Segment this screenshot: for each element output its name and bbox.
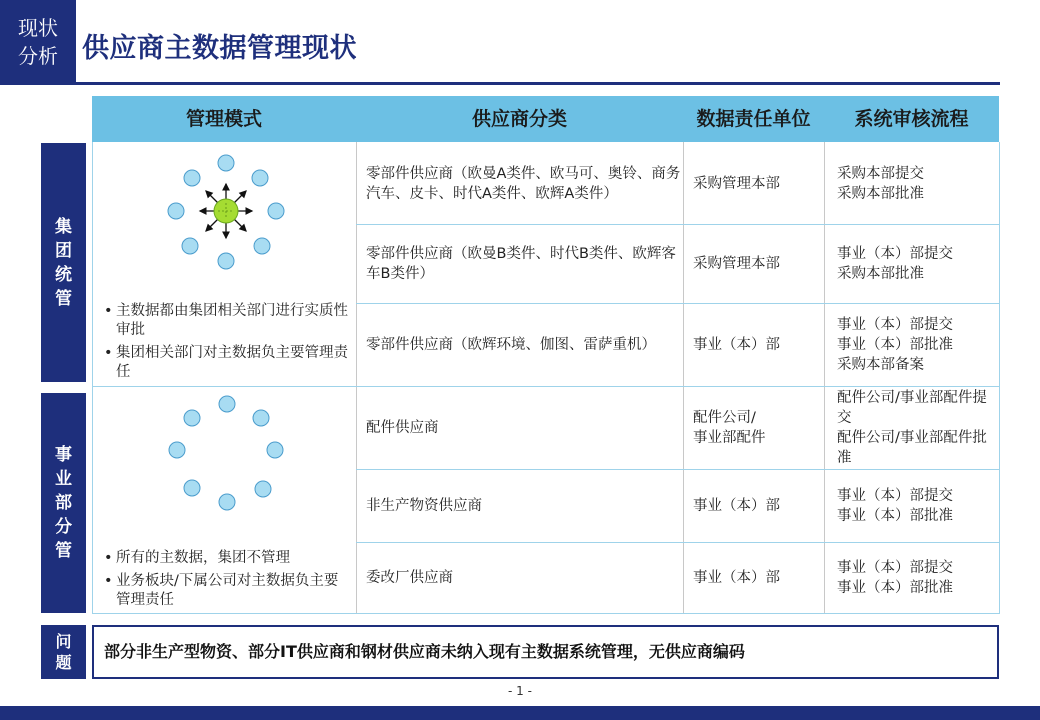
group-label-1: 集团统管 (41, 143, 86, 382)
grid-line (92, 142, 93, 614)
row-2-owner: 采购管理本部 (693, 256, 780, 272)
section-tag (0, 0, 76, 84)
section-tag-line-2: 分析 (18, 44, 58, 68)
header-mode: 管理模式 (185, 108, 262, 130)
bullet: • 业务板块/下属公司对主数据负主要管理责任 (104, 572, 350, 610)
header-process: 系统审核流程 (854, 108, 969, 130)
row-3-process: 事业（本）部提交 事业（本）部批准 采购本部备案 (837, 317, 953, 373)
header-owner: 数据责任单位 (696, 108, 811, 130)
grid-line (999, 142, 1000, 614)
row-3-owner: 事业（本）部 (693, 337, 780, 353)
issue-text: 部分非生产型物资、部分IT供应商和钢材供应商未纳入现有主数据系统管理，无供应商编码 (92, 625, 999, 679)
page-title: 供应商主数据管理现状 (82, 33, 357, 64)
page-number: - 1 - (508, 684, 532, 698)
row-6-owner: 事业（本）部 (693, 570, 780, 586)
section-tag-line-1: 现状 (18, 16, 58, 40)
row-4-category: 配件供应商 (366, 420, 439, 436)
row-5-process: 事业（本）部提交 事业（本）部批准 (837, 488, 953, 524)
row-5-category: 非生产物资供应商 (366, 498, 482, 514)
bullet: • 主数据都由集团相关部门进行实质性审批 (104, 302, 350, 340)
bottom-bar (0, 706, 1040, 720)
decentralized-diagram (165, 394, 289, 512)
group-2-bullets (104, 549, 350, 614)
row-3-category: 零部件供应商（欧辉环境、伽图、雷萨重机） (366, 337, 656, 353)
header-category: 供应商分类 (471, 108, 567, 130)
row-2-process: 事业（本）部提交 采购本部批准 (837, 246, 953, 282)
row-1-owner: 采购管理本部 (693, 175, 780, 192)
row-6-process: 事业（本）部提交 事业（本）部批准 (837, 560, 953, 596)
centralized-diagram (160, 148, 292, 274)
group-1-bullets (104, 302, 350, 386)
row-4-owner: 配件公司/ 事业部配件 (693, 410, 766, 446)
title-rule (0, 82, 1000, 85)
row-1-process: 采购本部提交 采购本部批准 (837, 165, 924, 202)
table-header (92, 96, 999, 142)
row-4-process: 配件公司/事业部配件提交 配件公司/事业部配件批准 (837, 390, 987, 466)
row-6-category: 委改厂供应商 (366, 570, 453, 586)
bullet: • 所有的主数据，集团不管理 (104, 549, 350, 568)
bullet: • 集团相关部门对主数据负主要管理责任 (104, 344, 350, 382)
issue-label: 问题 (41, 625, 86, 679)
row-2-category: 零部件供应商（欧曼B类件、时代B类件、欧辉客车B类件） (366, 246, 676, 282)
nodes (169, 396, 283, 510)
group-label-2: 事业部分管 (41, 393, 86, 613)
row-5-owner: 事业（本）部 (693, 498, 780, 514)
row-1-category: 零部件供应商（欧曼A类件、欧马可、奥铃、商务汽车、皮卡、时代A类件、欧辉A类件） (366, 165, 681, 202)
